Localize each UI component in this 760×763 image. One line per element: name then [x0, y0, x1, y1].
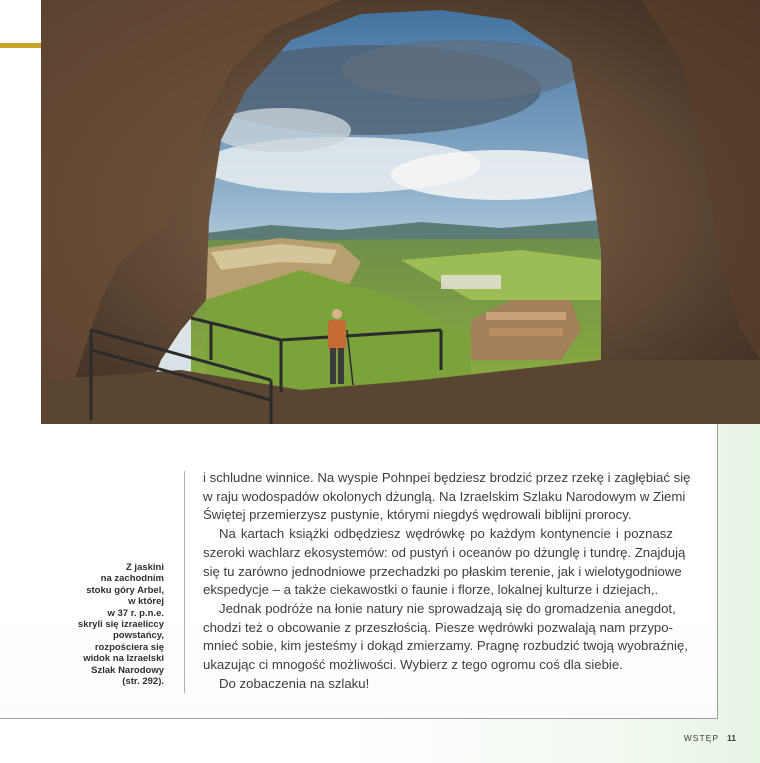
cave-view-photo	[41, 0, 760, 424]
caption-line: (str. 292).	[122, 676, 164, 688]
caption-line: w 37 r. p.n.e.	[107, 607, 164, 619]
body-line: ukazując ci mnogość możliwości. Wybierz z tego ogromu coś dla siebie.	[203, 657, 623, 673]
caption-line: stoku góry Arbel,	[86, 584, 164, 596]
caption-line: skryli się izraeliccy	[77, 619, 164, 631]
body-line: Na kartach książki odbędziesz wędrówkę po każdym kontynencie i poznasz	[219, 526, 673, 542]
body-line: w raju wodospadów okolonych dżunglą. Na Izraelskim Szlaku Narodowym w Ziemi	[203, 488, 686, 504]
caption-line: Szlak Narodowy	[91, 664, 164, 676]
caption-line: powstańcy,	[112, 630, 164, 642]
caption-line: na zachodnim	[100, 573, 164, 585]
accent-rule	[0, 43, 41, 48]
caption-line: w której	[128, 596, 164, 608]
body-line: Jednak podróże na łonie natury nie sprowadzają się do gromadzenia anegdot,	[219, 600, 676, 616]
body-line: szeroki wachlarz ekosystemów: od pustyń i oceanów po dżunglę i tundrę. Znajdują	[203, 544, 686, 560]
body-text	[203, 469, 691, 693]
page-number: 11	[727, 733, 736, 743]
caption-line: Z jaskini	[125, 562, 164, 573]
body-line: chodzi też o obcowanie z przeszłością. Piesze wędrówki pozwalają nam przypo-	[203, 619, 673, 635]
body-line: mnieć sobie, kim jesteśmy i dokąd zmierzamy. Pragnę rozbudzić twoją wyobraźnię,	[203, 638, 688, 654]
body-line: Świętej przemierzysz pustynie, którymi niegdyś wędrowali biblijni prorocy.	[203, 507, 632, 523]
page-footer	[684, 733, 736, 743]
section-label: WSTĘP	[683, 733, 719, 743]
body-line: ekspedycje – a także ciekawostki o faunie i florze, lokalnej kulturze i dziejach,.	[203, 582, 659, 598]
body-line: się tu zarówno jednodniowe przechadzki po płaskim terenie, jak i wielotygodniowe	[203, 563, 682, 579]
caption-line: widok na Izraelski	[83, 653, 164, 665]
photo-caption	[76, 562, 164, 687]
caption-divider	[184, 471, 185, 693]
body-line: Do zobaczenia na szlaku!	[219, 675, 370, 691]
body-line: i schludne winnice. Na wyspie Pohnpei będziesz brodzić przez rzekę i zagłębiać się	[203, 470, 691, 485]
cave-landscape-illustration	[41, 0, 760, 424]
caption-line: rozpościera się	[94, 641, 164, 653]
